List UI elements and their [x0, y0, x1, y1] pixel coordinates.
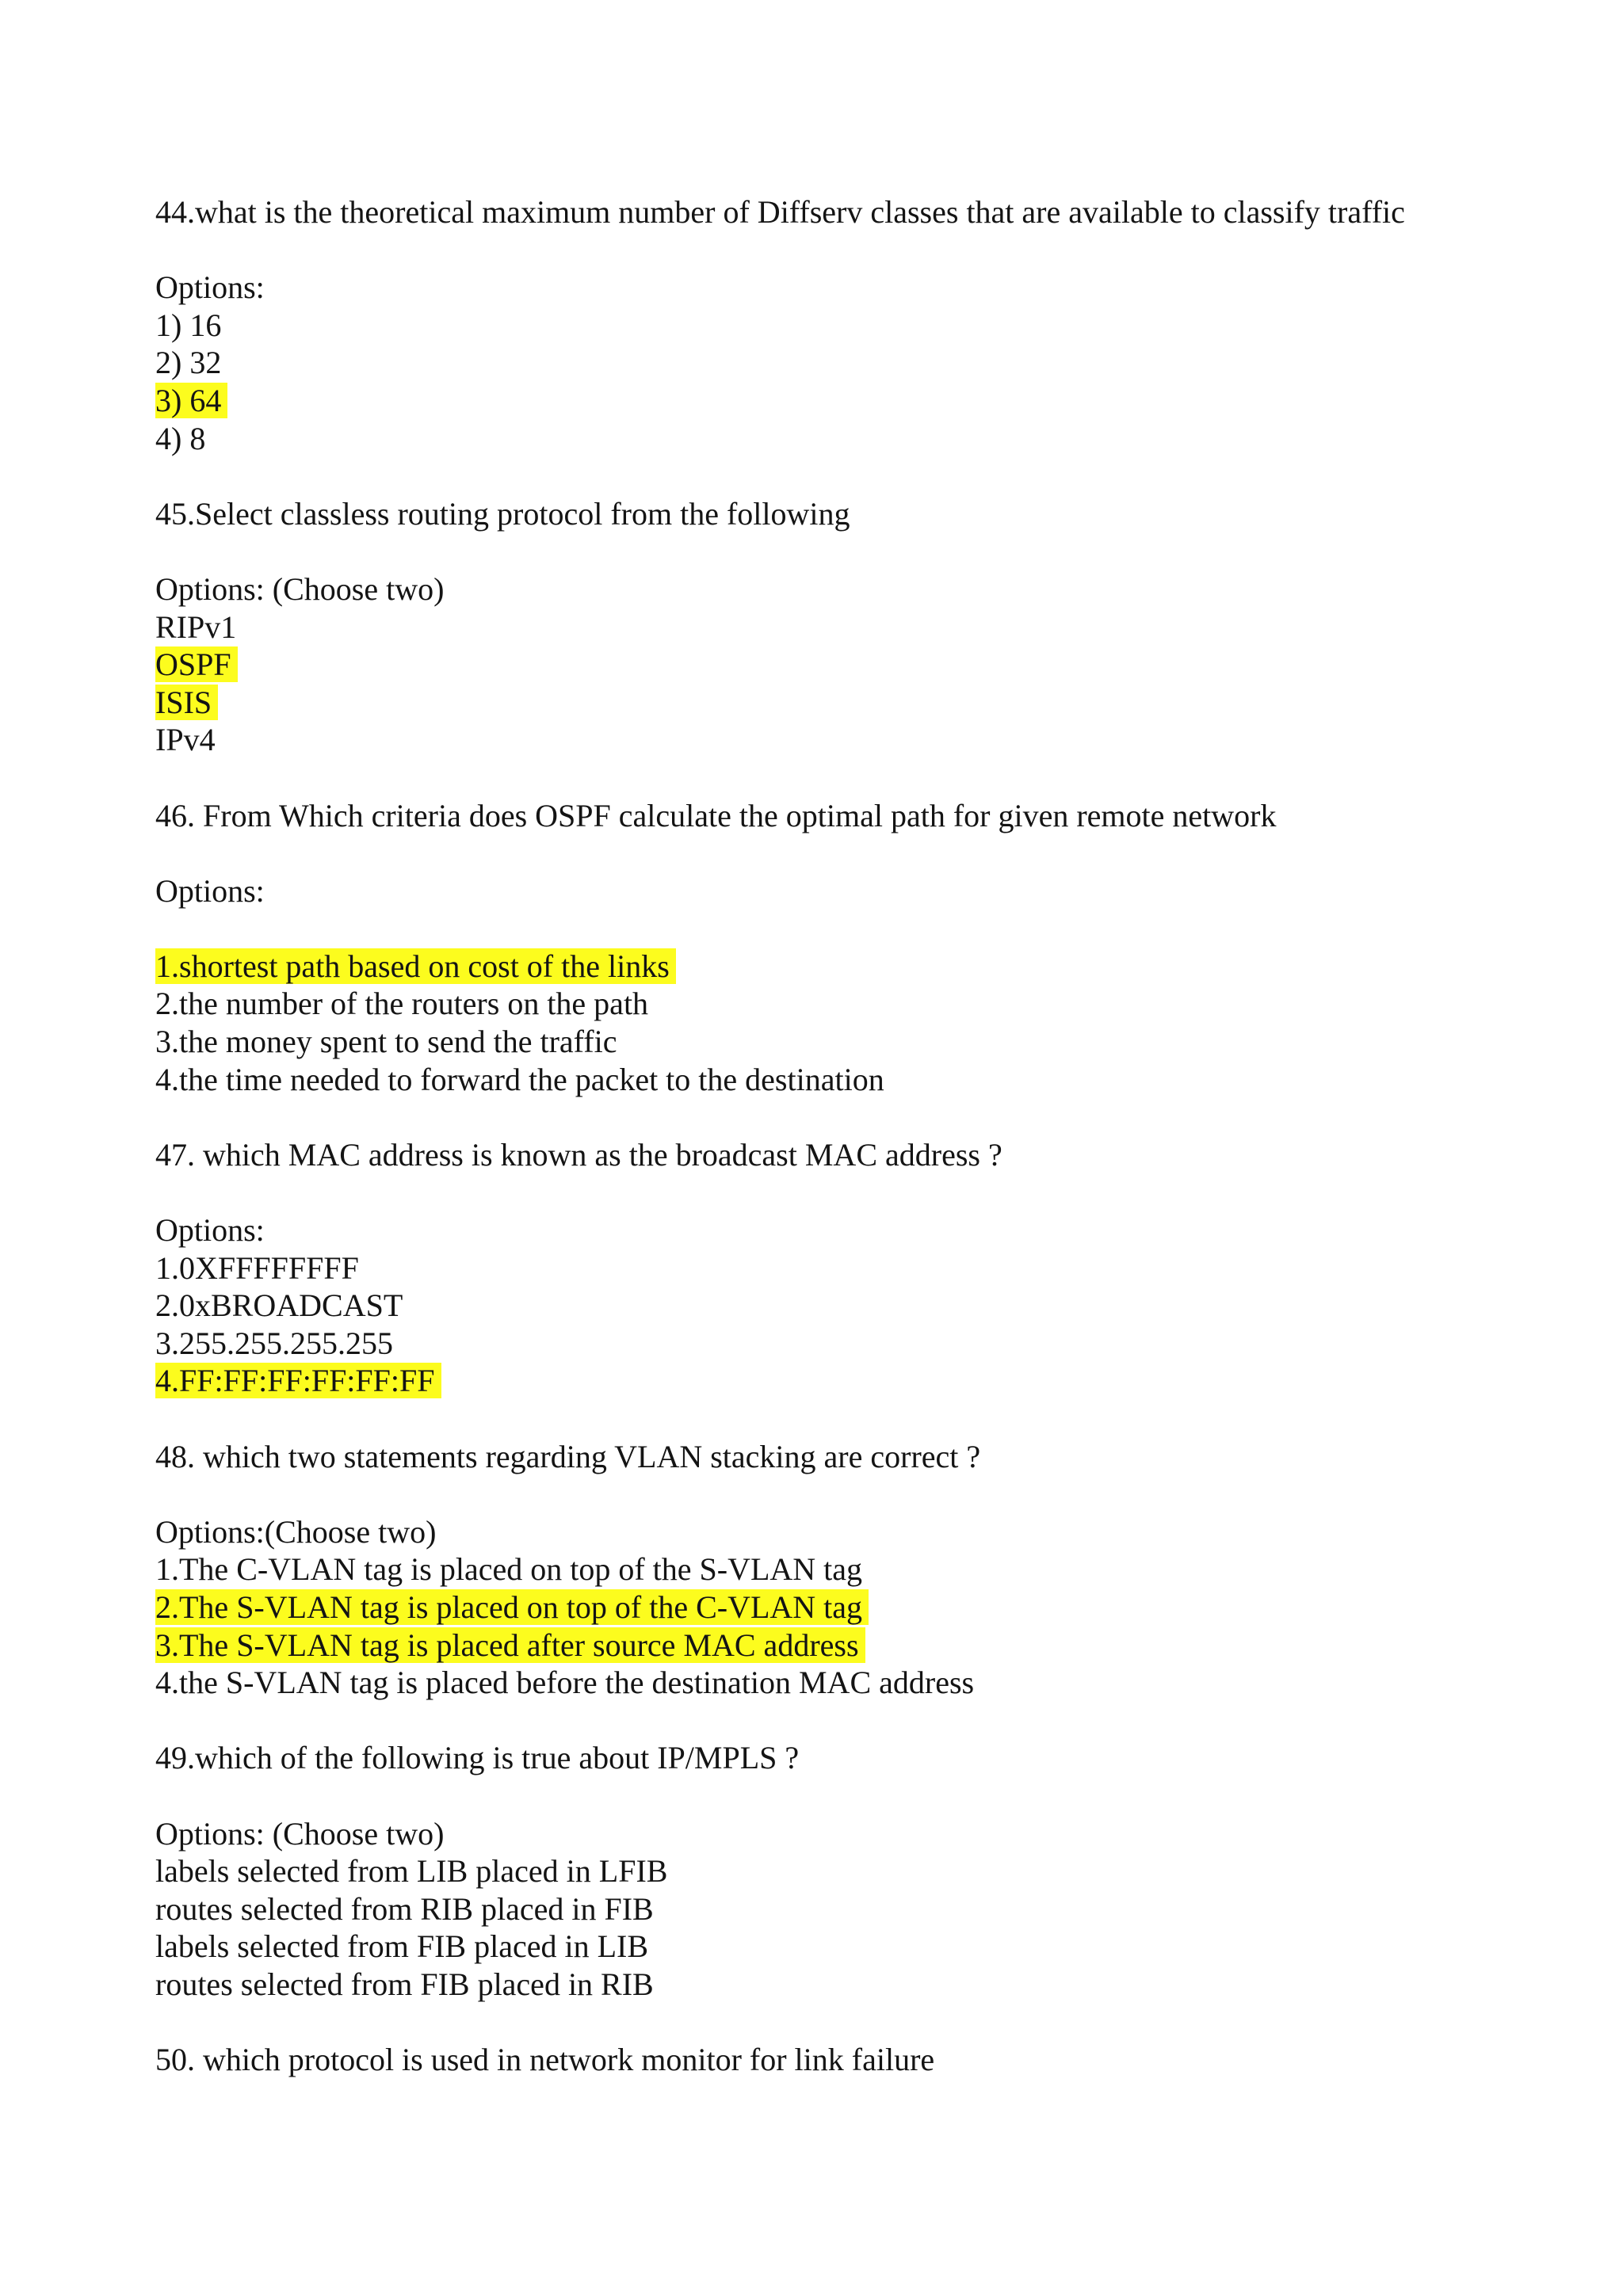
question-list — [155, 193, 1582, 2079]
options-label: Options: — [155, 1212, 265, 1249]
blank-line — [155, 1098, 1582, 1136]
blank-line — [155, 759, 1582, 797]
question-block — [155, 1739, 1582, 2041]
options-label: Options: — [155, 269, 265, 306]
option-line — [155, 1664, 1582, 1702]
options-label: Options: — [155, 872, 265, 909]
option-text: 3.the money spent to send the traffic — [155, 1024, 617, 1060]
option-line — [155, 1325, 1582, 1363]
question-text: 47. which MAC address is known as the broadcast MAC address ? — [155, 1136, 1002, 1173]
option-text: 2) 32 — [155, 345, 222, 381]
question-block — [155, 193, 1582, 495]
options-label: Options: (Choose two) — [155, 570, 445, 607]
option-line — [155, 948, 1582, 986]
option-text: 1.0XFFFFFFFF — [155, 1249, 359, 1286]
highlighted-answer: 3) 64 — [155, 383, 227, 418]
option-text: IPv4 — [155, 722, 216, 758]
option-text: routes selected from FIB placed in RIB — [155, 1966, 654, 2002]
option-text: labels selected from FIB placed in LIB — [155, 1928, 649, 1965]
option-line — [155, 1550, 1582, 1589]
highlighted-answer: OSPF — [155, 646, 238, 682]
highlighted-answer: ISIS — [155, 685, 218, 720]
question-text: 50. which protocol is used in network monitor for link failure — [155, 2042, 935, 2078]
highlighted-answer: 1.shortest path based on cost of the links — [155, 948, 676, 984]
question-block — [155, 2041, 1582, 2079]
blank-line — [155, 1173, 1582, 1211]
question-text: 46. From Which criteria does OSPF calculate the optimal path for given remote network — [155, 797, 1277, 833]
highlighted-answer: 2.The S-VLAN tag is placed on top of the C-VLAN tag — [155, 1589, 869, 1625]
blank-line — [155, 2004, 1582, 2042]
option-text: 3.255.255.255.255 — [155, 1325, 393, 1361]
option-line — [155, 1966, 1582, 2004]
option-line — [155, 608, 1582, 646]
question-text: 45.Select classless routing protocol from the following — [155, 495, 850, 532]
blank-line — [155, 1475, 1582, 1513]
option-text: 1.The C-VLAN tag is placed on top of the S-VLAN tag — [155, 1551, 863, 1588]
option-line — [155, 1890, 1582, 1928]
blank-line — [155, 457, 1582, 495]
option-line — [155, 985, 1582, 1023]
highlighted-answer: 4.FF:FF:FF:FF:FF:FF — [155, 1363, 441, 1398]
blank-line — [155, 231, 1582, 269]
option-line — [155, 1249, 1582, 1287]
option-line — [155, 1287, 1582, 1325]
option-line — [155, 721, 1582, 759]
option-line — [155, 684, 1582, 722]
option-text: 4.the time needed to forward the packet to the destination — [155, 1061, 884, 1097]
question-block — [155, 1438, 1582, 1740]
question-block — [155, 797, 1582, 1136]
option-text: 4.the S-VLAN tag is placed before the destination MAC address — [155, 1665, 975, 1701]
option-text: labels selected from LIB placed in LFIB — [155, 1853, 668, 1890]
question-text: 44.what is the theoretical maximum number of Diffserv classes that are available to classify traffic — [155, 194, 1405, 230]
option-line — [155, 646, 1582, 684]
option-text: 1) 16 — [155, 307, 222, 343]
blank-line — [155, 834, 1582, 872]
highlighted-answer: 3.The S-VLAN tag is placed after source MAC address — [155, 1627, 865, 1663]
blank-line — [155, 910, 1582, 948]
option-text: 2.the number of the routers on the path — [155, 986, 649, 1022]
blank-line — [155, 1777, 1582, 1815]
option-text: routes selected from RIB placed in FIB — [155, 1890, 654, 1927]
option-line — [155, 1362, 1582, 1400]
blank-line — [155, 532, 1582, 570]
option-line — [155, 1627, 1582, 1665]
blank-line — [155, 1400, 1582, 1438]
blank-line — [155, 1702, 1582, 1740]
question-block — [155, 1136, 1582, 1438]
option-line — [155, 382, 1582, 420]
options-label: Options:(Choose two) — [155, 1513, 437, 1550]
option-line — [155, 1852, 1582, 1890]
option-line — [155, 344, 1582, 382]
option-line — [155, 1023, 1582, 1061]
options-label: Options: (Choose two) — [155, 1815, 445, 1852]
option-line — [155, 1928, 1582, 1966]
option-line — [155, 420, 1582, 458]
option-line — [155, 1589, 1582, 1627]
option-line — [155, 1061, 1582, 1099]
option-text: 4) 8 — [155, 420, 206, 456]
question-text: 48. which two statements regarding VLAN stacking are correct ? — [155, 1438, 981, 1474]
option-text: RIPv1 — [155, 608, 237, 645]
question-text: 49.which of the following is true about IP/MPLS ? — [155, 1740, 800, 1776]
option-text: 2.0xBROADCAST — [155, 1287, 403, 1324]
question-block — [155, 495, 1582, 797]
option-line — [155, 307, 1582, 345]
